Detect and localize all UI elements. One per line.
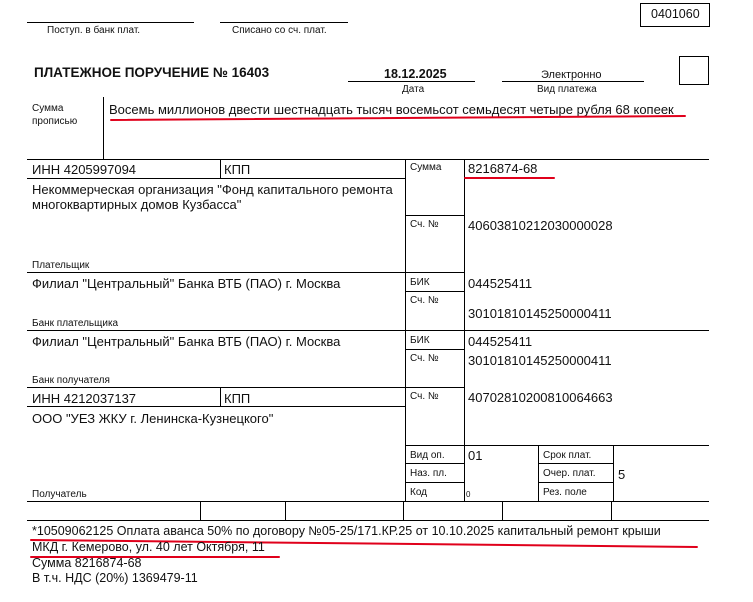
payee-inn: ИНН 4212037137 (32, 391, 137, 406)
due-label: Срок плат. (543, 450, 592, 461)
amount-words-divider (103, 97, 104, 160)
purpose-line-4: В т.ч. НДС (20%) 1369479-11 (32, 571, 198, 585)
order-label: Очер. плат. (543, 468, 596, 479)
grid-h-464b (538, 463, 613, 464)
grid-v-405 (405, 159, 406, 501)
grid-v-502 (502, 501, 503, 520)
grid-h-216 (405, 215, 464, 216)
payee-kpp-label: КПП (224, 391, 251, 406)
payee-bank-label: Банк получателя (32, 375, 110, 386)
grid-h-272 (27, 272, 464, 273)
payee-name: ООО "УЕЗ ЖКУ г. Ленинска-Кузнецкого" (32, 411, 274, 426)
payer-account-label: Сч. № (410, 219, 439, 230)
grid-h-331 (27, 330, 709, 331)
grid-v-464 (464, 159, 465, 501)
payer-bik-label: БИК (410, 277, 430, 288)
payee-bik-label: БИК (410, 335, 430, 346)
purpose-line-3: Сумма 8216874-68 (32, 556, 142, 570)
grid-h-160 (27, 159, 709, 160)
payer-name-2: многоквартирных домов Кузбасса" (32, 197, 242, 212)
date-label: Дата (402, 84, 425, 95)
grid-h-388 (27, 387, 464, 388)
op-type-value: 01 (468, 448, 483, 463)
grid-h-407 (27, 406, 405, 407)
payment-type-label: Вид платежа (537, 84, 597, 95)
amount-words-label-1: Сумма (32, 103, 64, 114)
purpose-line-1: *10509062125 Оплата аванса 50% по договору №05-25/171.КР.25 от 10.10.2025 капитальный ремонт крыши (32, 524, 661, 538)
payee-bank-acc-label: Сч. № (410, 353, 439, 364)
payer-bik-value: 044525411 (468, 276, 533, 291)
page-title: ПЛАТЕЖНОЕ ПОРУЧЕНИЕ № 16403 (34, 65, 270, 80)
grid-h-483 (405, 482, 464, 483)
payee-acc-value: 40702810200810064663 (468, 390, 613, 405)
payer-bank-acc-label: Сч. № (410, 295, 439, 306)
grid-h-501 (27, 501, 709, 502)
purpose-line-2: МКД г. Кемерово, ул. 40 лет Октября, 11 (32, 540, 265, 554)
payer-bank-label: Банк плательщика (32, 318, 119, 329)
payer-name-1: Некоммерческая организация "Фонд капитального ремонта (32, 182, 393, 197)
amount-words-value: Восемь миллионов двести шестнадцать тысяч восемьсот семьдесят четыре рубля 68 копеек (109, 102, 674, 117)
reserve-label: Рез. поле (543, 487, 587, 498)
purpose-code-label: Наз. пл. (410, 468, 447, 479)
date-line (348, 81, 475, 82)
payer-account-value-text: 40603810212030000028 (468, 218, 613, 233)
grid-h-446 (405, 445, 709, 446)
received-line (27, 22, 194, 23)
code-value: 0 (466, 490, 471, 499)
amount-value: 8216874-68 (468, 161, 538, 176)
grid-v-220 (220, 159, 221, 178)
amount-label: Сумма (410, 162, 442, 173)
grid-v-538 (538, 445, 539, 501)
payer-label: Плательщик (32, 260, 90, 271)
grid-v-613 (613, 445, 614, 501)
grid-v-403 (403, 501, 404, 520)
date-value: 18.12.2025 (384, 67, 447, 81)
grid-v-220b (220, 387, 221, 406)
payee-label: Получатель (32, 489, 87, 500)
amount-underline (464, 177, 555, 179)
op-type-label: Вид оп. (410, 450, 445, 461)
form-code: 0401060 (651, 7, 700, 21)
received-label: Поступ. в банк плат. (47, 25, 141, 36)
grid-h-483b (538, 482, 613, 483)
payer-bank-acc-value: 30101810145250000411 (468, 306, 612, 321)
status-box (679, 56, 709, 85)
amount-words-label-2: прописью (32, 116, 78, 127)
payer-bank-name: Филиал "Центральный" Банка ВТБ (ПАО) г. Москва (32, 276, 341, 291)
debited-line (220, 22, 348, 23)
payee-bank-name: Филиал "Центральный" Банка ВТБ (ПАО) г. Москва (32, 334, 341, 349)
grid-v-200 (200, 501, 201, 520)
order-value: 5 (618, 467, 626, 482)
grid-h-464 (405, 463, 464, 464)
grid-h-350 (405, 349, 464, 350)
payee-bank-acc-value: 30101810145250000411 (468, 353, 612, 368)
payee-bik-value: 044525411 (468, 334, 533, 349)
grid-v-285 (285, 501, 286, 520)
debited-label: Списано со сч. плат. (232, 25, 327, 36)
payer-inn: ИНН 4205997094 (32, 162, 137, 177)
payee-acc-label: Сч. № (410, 391, 439, 402)
grid-h-292 (405, 291, 464, 292)
grid-v-611 (611, 501, 612, 520)
grid-h-178 (27, 178, 405, 179)
grid-h-521 (27, 520, 709, 521)
payment-type-value: Электронно (541, 69, 602, 81)
code-label: Код (410, 487, 428, 498)
payer-kpp-label: КПП (224, 162, 251, 177)
payment-type-line (502, 81, 644, 82)
